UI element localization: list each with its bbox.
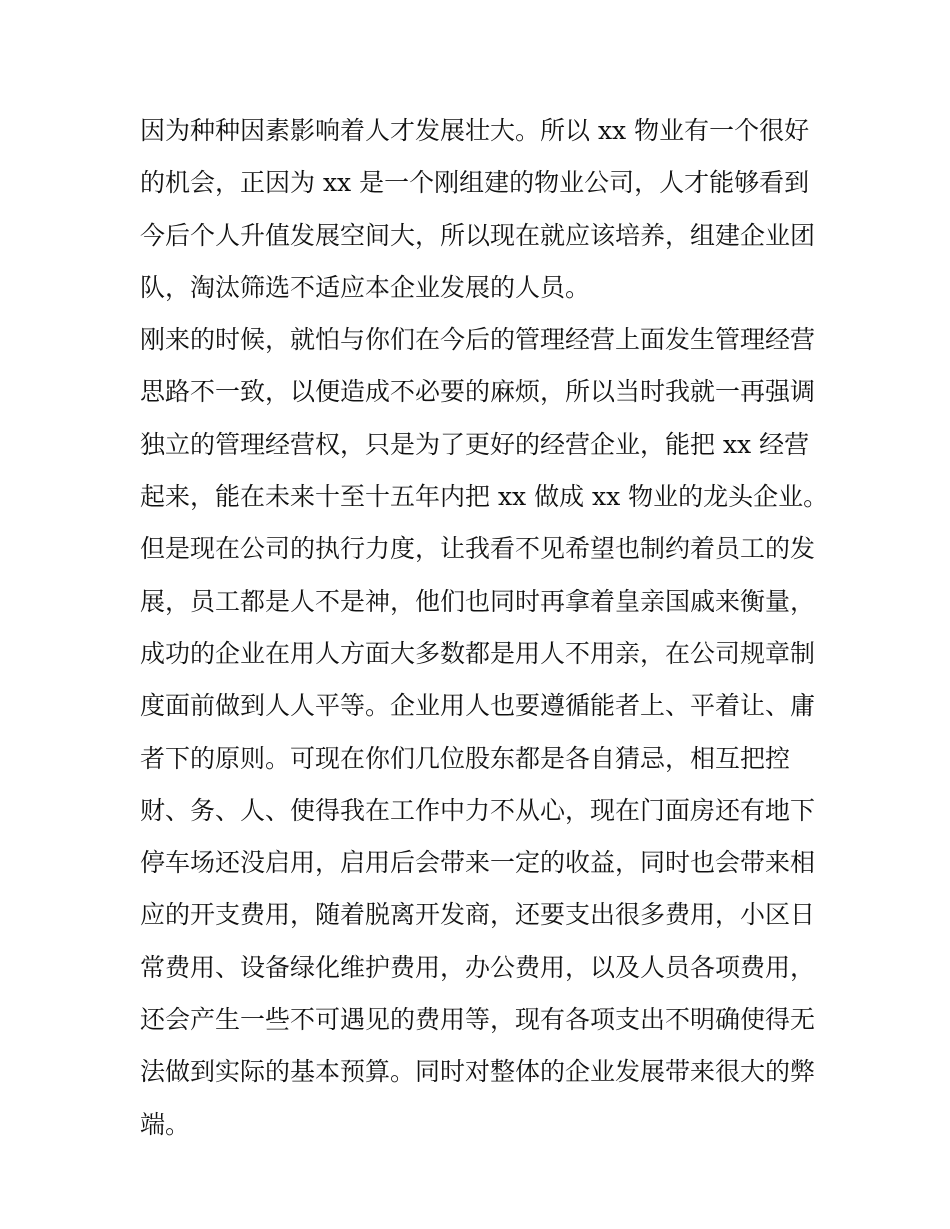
text-line: 因为种种因素影响着人才发展壮大。所以 xx 物业有一个很好 [140, 116, 810, 145]
text-line: 展，员工都是人不是神，他们也同时再拿着皇亲国戚来衡量， [140, 586, 816, 616]
text-line: 成功的企业在用人方面大多数都是用人不用亲，在公司规章制 [140, 638, 816, 668]
text-line: 思路不一致，以便造成不必要的麻烦，所以当时我就一再强调 [140, 377, 816, 407]
text-line: 端。 [140, 1109, 191, 1139]
body-text [140, 105, 829, 1151]
text-line: 刚来的时候，就怕与你们在今后的管理经营上面发生管理经营 [140, 325, 816, 355]
text-line: 但是现在公司的执行力度，让我看不见希望也制约着员工的发 [140, 534, 816, 564]
text-line: 应的开支费用，随着脱离开发商，还要支出很多费用，小区日 [140, 900, 816, 930]
text-line: 独立的管理经营权，只是为了更好的经营企业，能把 xx 经营 [140, 429, 810, 459]
text-line: 度面前做到人人平等。企业用人也要遵循能者上、平着让、庸 [140, 691, 816, 721]
text-line: 停车场还没启用，启用后会带来一定的收益，同时也会带来相 [140, 848, 816, 878]
text-line: 还会产生一些不可遇见的费用等，现有各项支出不明确使得无 [140, 1005, 816, 1035]
text-line: 财、务、人、使得我在工作中力不从心，现在门面房还有地下 [140, 795, 816, 825]
text-line: 常费用、设备绿化维护费用，办公费用，以及人员各项费用， [140, 952, 816, 982]
text-line: 起来，能在未来十至十五年内把 xx 做成 xx 物业的龙头企业。 [140, 482, 829, 512]
text-line: 队，淘汰筛选不适应本企业发展的人员。 [140, 272, 591, 302]
text-line: 者下的原则。可现在你们几位股东都是各自猜忌，相互把控 [140, 743, 791, 773]
text-line: 今后个人升值发展空间大，所以现在就应该培养，组建企业团 [140, 220, 816, 250]
text-line: 的机会，正因为 xx 是一个刚组建的物业公司，人才能够看到 [140, 168, 810, 198]
text-line: 法做到实际的基本预算。同时对整体的企业发展带来很大的弊 [140, 1057, 816, 1087]
